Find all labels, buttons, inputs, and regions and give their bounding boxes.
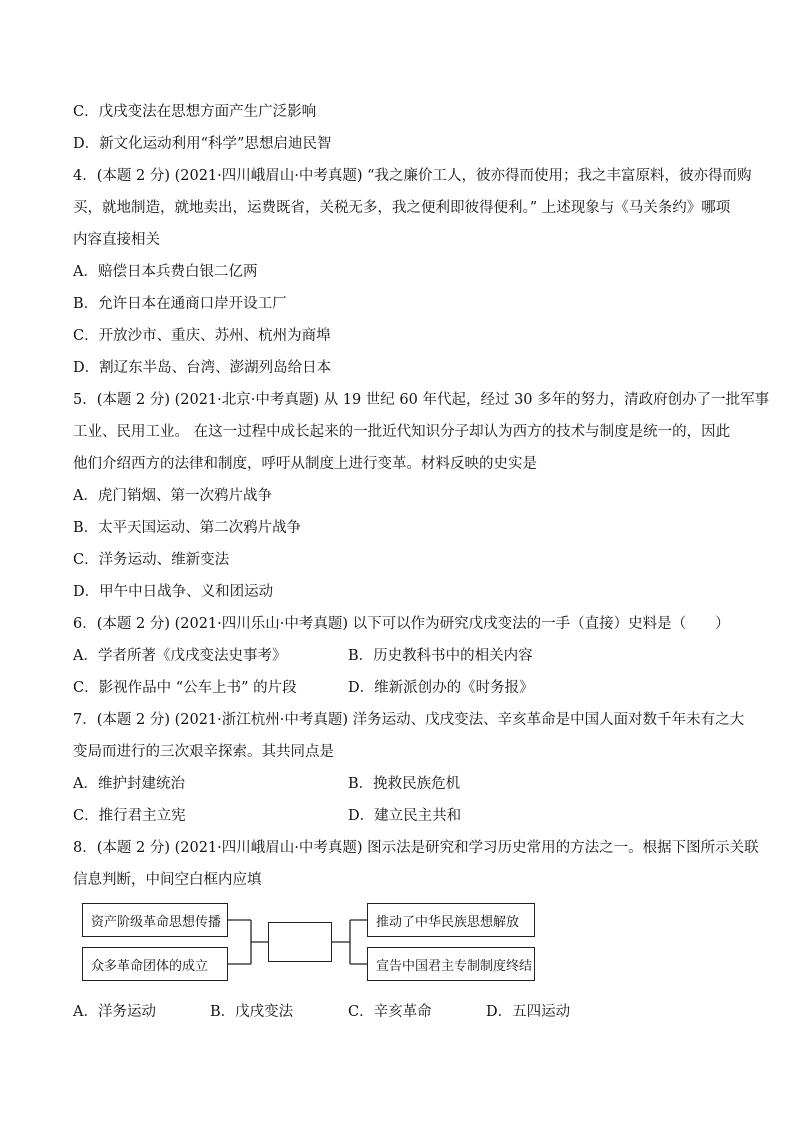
q4-stem-line2: 买，就地制造，就地卖出，运费既省，关税无多，我之便利即彼得便利。” 上述现象与《马关条约》哪项: [73, 200, 731, 216]
q4-stem-line3: 内容直接相关: [73, 232, 160, 248]
q7-stem-line2: 变局而进行的三次艰辛探索。其共同点是: [73, 744, 334, 760]
q5-stem-line2: 工业、民用工业。 在这一过程中成长起来的一批近代知识分子却认为西方的技术与制度是统一的，因此: [73, 424, 731, 440]
q8-stem-line1: 8．(本题 2 分) (2021·四川峨眉山·中考真题) 图示法是研究和学习历史常用的方法之一。根据下图所示关联: [73, 840, 759, 856]
q5-stem-line1: 5．(本题 2 分) (2021·北京·中考真题) 从 19 世纪 60 年代起，经过 30 多年的努力，清政府创办了一批军事: [73, 392, 770, 408]
q4-option-d: D．割辽东半岛、台湾、澎湖列岛给日本: [73, 360, 332, 376]
q6-option-d: D．维新派创办的《时务报》: [348, 680, 534, 696]
diagram-box-right-top: 推动了中华民族思想解放: [367, 903, 535, 937]
diagram-box-left-top: 资产阶级革命思想传播: [82, 903, 228, 937]
q5-option-a: A．虎门销烟、第一次鸦片战争: [73, 488, 272, 504]
q8-option-a: A．洋务运动: [73, 1004, 156, 1020]
q8-option-d: D．五四运动: [486, 1004, 571, 1020]
q7-stem-line1: 7．(本题 2 分) (2021·浙江杭州·中考真题) 洋务运动、戊戌变法、辛亥革命是中国人面对数千年未有之大: [73, 712, 745, 728]
q7-option-c: C．推行君主立宪: [73, 808, 186, 824]
q3-option-c: C．戊戌变法在思想方面产生广泛影响: [73, 104, 317, 120]
q7-option-d: D．建立民主共和: [348, 808, 462, 824]
q7-option-a: A．维护封建统治: [73, 776, 185, 792]
q7-option-b: B．挽救民族危机: [348, 776, 461, 792]
q8-option-c: C．辛亥革命: [348, 1004, 432, 1020]
q6-stem: 6．(本题 2 分) (2021·四川乐山·中考真题) 以下可以作为研究戊戌变法的一手（直接）史料是（ ）: [73, 616, 730, 632]
q8-stem-line2: 信息判断，中间空白框内应填: [73, 872, 262, 888]
q6-option-c: C．影视作品中 “公车上书” 的片段: [73, 680, 297, 696]
q4-option-a: A．赔偿日本兵费白银二亿两: [73, 264, 258, 280]
diagram-box-right-bottom: 宣告中国君主专制制度终结: [367, 947, 535, 981]
q4-option-b: B．允许日本在通商口岸开设工厂: [73, 296, 287, 312]
q4-option-c: C．开放沙市、重庆、苏州、杭州为商埠: [73, 328, 331, 344]
q6-option-a: A．学者所著《戊戌变法史事考》: [73, 648, 287, 664]
q3-option-d: D．新文化运动利用“科学”思想启迪民智: [73, 136, 332, 152]
q5-option-d: D．甲午中日战争、义和团运动: [73, 584, 274, 600]
diagram-box-center-blank: [268, 922, 332, 962]
q5-option-b: B．太平天国运动、第二次鸦片战争: [73, 520, 302, 536]
q5-option-c: C．洋务运动、维新变法: [73, 552, 230, 568]
diagram-box-left-bottom: 众多革命团体的成立: [82, 947, 228, 981]
q5-stem-line3: 他们介绍西方的法律和制度，呼吁从制度上进行变革。材料反映的史实是: [73, 456, 537, 472]
q6-option-b: B．历史教科书中的相关内容: [348, 648, 533, 664]
q4-stem-line1: 4．(本题 2 分) (2021·四川峨眉山·中考真题) “我之廉价工人，彼亦得而使用；我之丰富原料，彼亦得而购: [73, 168, 752, 184]
q8-option-b: B．戊戌变法: [210, 1004, 294, 1020]
